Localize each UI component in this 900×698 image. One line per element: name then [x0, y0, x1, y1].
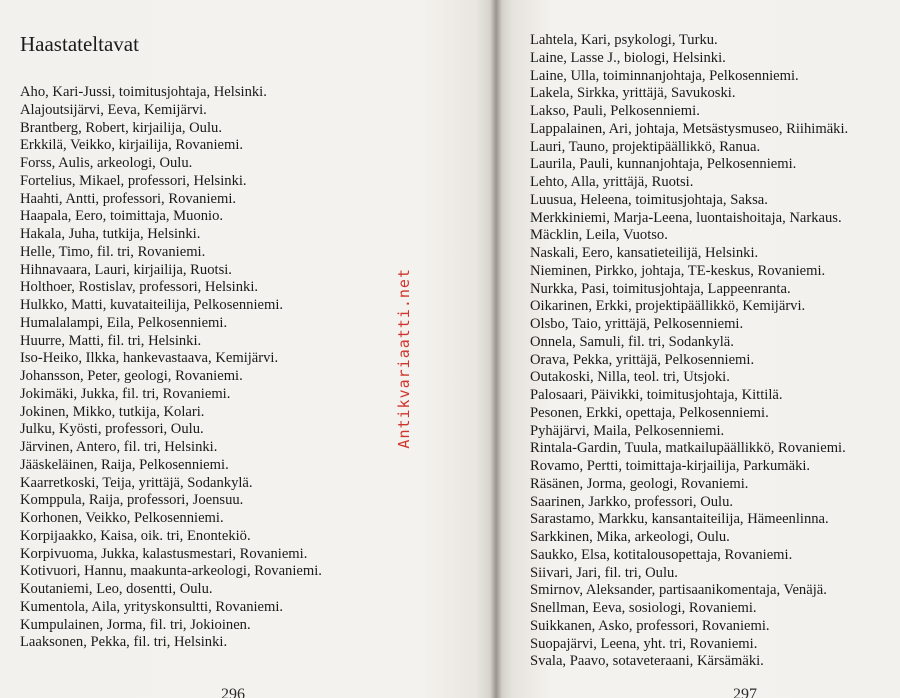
interviewee-list-right	[530, 32, 848, 671]
list-item: Jokimäki, Jukka, fil. tri, Rovaniemi.	[20, 385, 231, 402]
list-item: Hakala, Juha, tutkija, Helsinki.	[20, 226, 201, 242]
list-item: Kumpulainen, Jorma, fil. tri, Jokioinen.	[20, 616, 251, 633]
watermark: Antikvariaatti.net	[395, 268, 413, 449]
list-item: Pesonen, Erkki, opettaja, Pelkosenniemi.	[530, 404, 769, 421]
page-number-right: 297	[733, 686, 757, 698]
page-number-left: 296	[221, 686, 245, 698]
list-item: Palosaari, Päivikki, toimitusjohtaja, Kittilä.	[530, 387, 783, 403]
list-item: Merkkiniemi, Marja-Leena, luontaishoitaja, Narkaus.	[530, 209, 842, 226]
list-item: Nurkka, Pasi, toimitusjohtaja, Lappeenranta.	[530, 280, 791, 297]
list-item: Humalalampi, Eila, Pelkosenniemi.	[20, 314, 228, 331]
list-item: Aho, Kari-Jussi, toimitusjohtaja, Helsinki.	[20, 84, 267, 100]
list-item: Jokinen, Mikko, tutkija, Kolari.	[20, 403, 205, 420]
list-item: Lakela, Sirkka, yrittäjä, Savukoski.	[530, 85, 736, 102]
list-item: Huurre, Matti, fil. tri, Helsinki.	[20, 332, 202, 349]
list-item: Laine, Lasse J., biologi, Helsinki.	[530, 49, 726, 66]
list-item: Haapala, Eero, toimittaja, Muonio.	[20, 208, 224, 225]
list-item: Laurila, Pauli, kunnanjohtaja, Pelkosenniemi.	[530, 156, 797, 173]
book-gutter	[490, 0, 502, 698]
list-item: Kotivuori, Hannu, maakunta-arkeologi, Rovaniemi.	[20, 563, 322, 580]
list-item: Korpijaakko, Kaisa, oik. tri, Enontekiö.	[20, 527, 251, 544]
list-item: Kaarretkoski, Teija, yrittäjä, Sodankylä.	[20, 474, 253, 491]
list-item: Hulkko, Matti, kuvataiteilija, Pelkosenniemi.	[20, 297, 284, 313]
list-item: Hihnavaara, Lauri, kirjailija, Ruotsi.	[20, 261, 232, 278]
list-item: Forss, Aulis, arkeologi, Oulu.	[20, 155, 193, 171]
list-item: Korhonen, Veikko, Pelkosenniemi.	[20, 510, 224, 526]
list-item: Siivari, Jari, fil. tri, Oulu.	[530, 564, 678, 581]
list-item: Fortelius, Mikael, professori, Helsinki.	[20, 172, 247, 189]
list-item: Lappalainen, Ari, johtaja, Metsästysmuseo, Riihimäki.	[530, 120, 849, 137]
list-item: Järvinen, Antero, fil. tri, Helsinki.	[20, 439, 218, 455]
list-item: Jääskeläinen, Raija, Pelkosenniemi.	[20, 456, 229, 473]
list-item: Luusua, Heleena, toimitusjohtaja, Saksa.	[530, 191, 768, 208]
list-item: Onnela, Samuli, fil. tri, Sodankylä.	[530, 333, 734, 350]
list-item: Räsänen, Jorma, geologi, Rovaniemi.	[530, 475, 749, 492]
list-item: Korpivuoma, Jukka, kalastusmestari, Rovaniemi.	[20, 545, 308, 562]
list-item: Helle, Timo, fil. tri, Rovaniemi.	[20, 243, 206, 260]
list-item: Rovamo, Pertti, toimittaja-kirjailija, Parkumäki.	[530, 458, 811, 474]
list-item: Suopajärvi, Leena, yht. tri, Rovaniemi.	[530, 635, 758, 652]
list-item: Laine, Ulla, toiminnanjohtaja, Pelkosenniemi.	[530, 67, 799, 84]
list-item: Holthoer, Rostislav, professori, Helsinki.	[20, 279, 259, 296]
list-item: Brantberg, Robert, kirjailija, Oulu.	[20, 119, 222, 136]
right-page	[496, 0, 900, 698]
list-item: Pyhäjärvi, Maila, Pelkosenniemi.	[530, 422, 725, 439]
list-item: Oikarinen, Erkki, projektipäällikkö, Kemijärvi.	[530, 298, 806, 315]
list-item: Erkkilä, Veikko, kirjailija, Rovaniemi.	[20, 137, 244, 154]
list-item: Kumentola, Aila, yrityskonsultti, Rovaniemi.	[20, 598, 284, 615]
list-item: Lehto, Alla, yrittäjä, Ruotsi.	[530, 174, 694, 190]
list-item: Alajoutsijärvi, Eeva, Kemijärvi.	[20, 101, 207, 118]
list-item: Sarastamo, Markku, kansantaiteilija, Hämeenlinna.	[530, 511, 829, 528]
interviewee-list-left	[20, 84, 322, 652]
list-item: Sarkkinen, Mika, arkeologi, Oulu.	[530, 529, 730, 545]
list-item: Mäcklin, Leila, Vuotso.	[530, 227, 668, 244]
list-item: Laaksonen, Pekka, fil. tri, Helsinki.	[20, 634, 228, 651]
list-item: Snellman, Eeva, sosiologi, Rovaniemi.	[530, 600, 757, 616]
list-item: Komppula, Raija, professori, Joensuu.	[20, 492, 244, 509]
list-item: Orava, Pekka, yrittäjä, Pelkosenniemi.	[530, 351, 755, 368]
list-item: Outakoski, Nilla, teol. tri, Utsjoki.	[530, 369, 730, 386]
list-item: Johansson, Peter, geologi, Rovaniemi.	[20, 368, 243, 384]
list-item: Saarinen, Jarkko, professori, Oulu.	[530, 493, 734, 510]
list-item: Naskali, Eero, kansatieteilijä, Helsinki.	[530, 245, 759, 261]
list-item: Suikkanen, Asko, professori, Rovaniemi.	[530, 617, 770, 634]
list-item: Smirnov, Aleksander, partisaanikomentaja, Venäjä.	[530, 582, 827, 599]
list-item: Haahti, Antti, professori, Rovaniemi.	[20, 190, 237, 207]
list-item: Lauri, Tauno, projektipäällikkö, Ranua.	[530, 138, 761, 155]
list-item: Rintala-Gardin, Tuula, matkailupäällikkö, Rovaniemi.	[530, 440, 846, 457]
list-item: Nieminen, Pirkko, johtaja, TE-keskus, Rovaniemi.	[530, 262, 826, 279]
list-item: Saukko, Elsa, kotitalousopettaja, Rovaniemi.	[530, 546, 793, 563]
page-heading: Haastateltavat	[20, 32, 139, 56]
list-item: Lakso, Pauli, Pelkosenniemi.	[530, 103, 700, 119]
list-item: Olsbo, Taio, yrittäjä, Pelkosenniemi.	[530, 316, 744, 332]
list-item: Iso-Heiko, Ilkka, hankevastaava, Kemijärvi.	[20, 350, 279, 367]
list-item: Koutaniemi, Leo, dosentti, Oulu.	[20, 581, 213, 597]
list-item: Lahtela, Kari, psykologi, Turku.	[530, 32, 718, 48]
list-item: Julku, Kyösti, professori, Oulu.	[20, 421, 204, 438]
list-item: Svala, Paavo, sotaveteraani, Kärsämäki.	[530, 653, 764, 670]
